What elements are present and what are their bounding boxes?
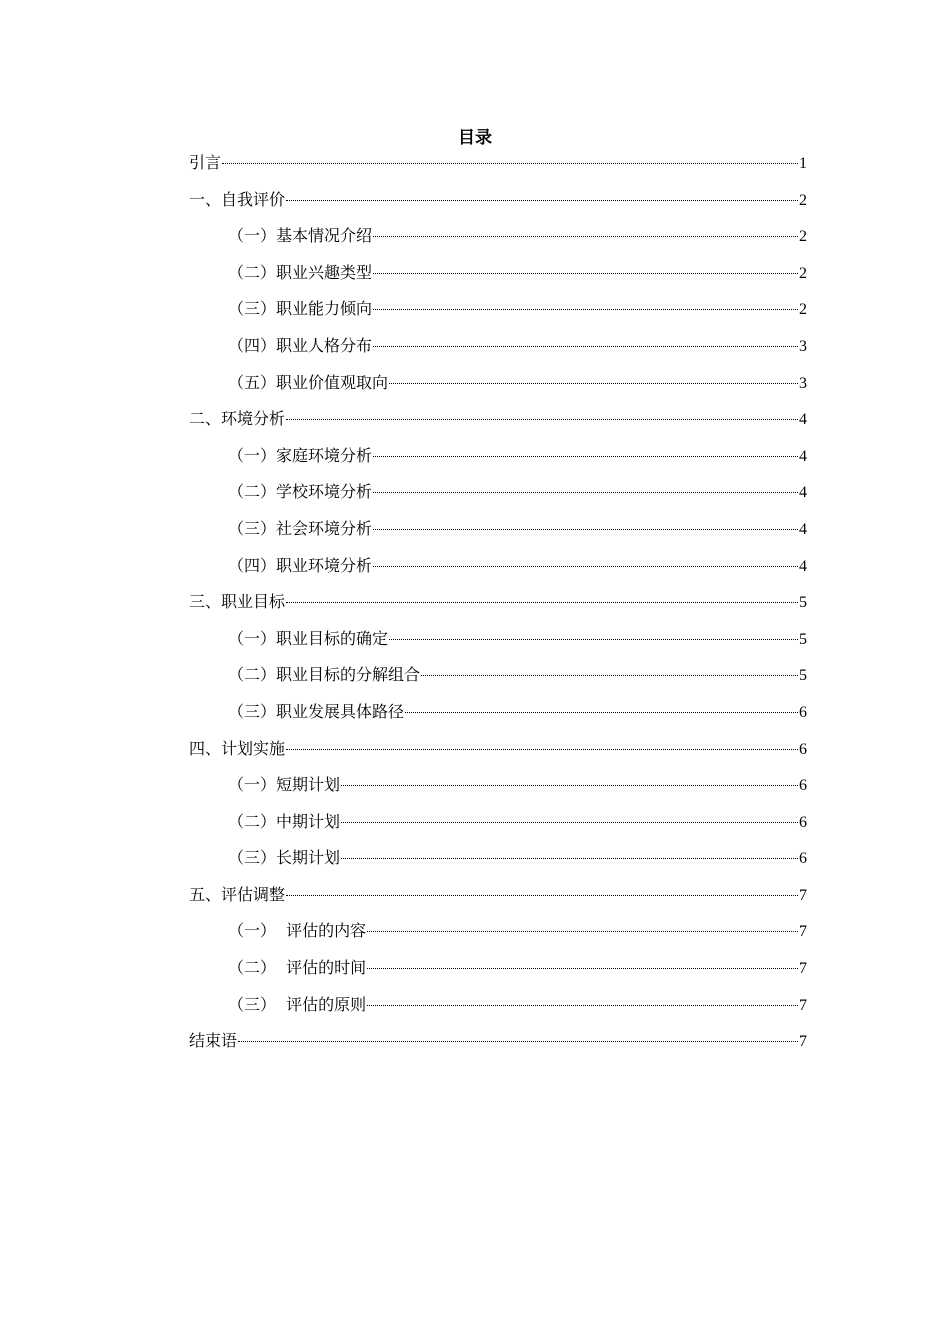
toc-dot-leader bbox=[367, 1005, 798, 1006]
toc-dot-leader bbox=[389, 383, 798, 384]
toc-entry[interactable] bbox=[189, 772, 807, 809]
toc-page-number: 4 bbox=[799, 520, 807, 538]
toc-entry-title: （三）职业能力倾向 bbox=[228, 299, 373, 319]
toc-dot-leader bbox=[421, 675, 798, 676]
toc-dot-leader bbox=[373, 492, 798, 493]
toc-entry-title: （一）短期计划 bbox=[228, 775, 341, 795]
toc-entry[interactable] bbox=[189, 918, 807, 955]
toc-entry[interactable] bbox=[189, 296, 807, 333]
toc-entry-title: （四）职业人格分布 bbox=[228, 335, 373, 355]
toc-dot-leader bbox=[389, 639, 798, 640]
toc-dot-leader bbox=[286, 419, 798, 420]
toc-entry-title: 五、评估调整 bbox=[189, 884, 286, 904]
toc-page-number: 6 bbox=[799, 703, 807, 721]
toc-page-number: 6 bbox=[799, 850, 807, 868]
toc-dot-leader bbox=[373, 456, 798, 457]
toc-dot-leader bbox=[286, 895, 798, 896]
toc-entry-title: （五）职业价值观取向 bbox=[228, 372, 389, 392]
toc-entry-title: （一） 评估的内容 bbox=[228, 921, 367, 941]
toc-entry[interactable] bbox=[189, 882, 807, 919]
toc-page-number: 2 bbox=[799, 301, 807, 319]
toc-page-number: 2 bbox=[799, 264, 807, 282]
toc-entry[interactable] bbox=[189, 553, 807, 590]
toc-dot-leader bbox=[238, 1041, 798, 1042]
toc-dot-leader bbox=[222, 163, 798, 164]
toc-dot-leader bbox=[341, 785, 798, 786]
toc-entry-title: 三、职业目标 bbox=[189, 592, 286, 612]
toc-page-number: 6 bbox=[799, 777, 807, 795]
toc-entry[interactable] bbox=[189, 516, 807, 553]
toc-page-number: 7 bbox=[799, 960, 807, 978]
toc-entry-title: 引言 bbox=[189, 153, 222, 172]
toc-page-number: 1 bbox=[799, 155, 807, 172]
toc-page-number: 5 bbox=[799, 667, 807, 685]
toc-entry-title: 二、环境分析 bbox=[189, 409, 286, 429]
toc-page-number: 4 bbox=[799, 484, 807, 502]
toc-entry[interactable] bbox=[189, 626, 807, 663]
toc-entry[interactable] bbox=[189, 736, 807, 773]
toc-entry-title: （二）职业目标的分解组合 bbox=[228, 665, 421, 685]
toc-page-number: 4 bbox=[799, 447, 807, 465]
toc-dot-leader bbox=[286, 602, 798, 603]
toc-entry-title: （二） 评估的时间 bbox=[228, 958, 367, 978]
toc-entry[interactable] bbox=[189, 223, 807, 260]
toc-dot-leader bbox=[373, 346, 798, 347]
toc-page-number: 7 bbox=[799, 996, 807, 1014]
toc-entry-title: （三）社会环境分析 bbox=[228, 518, 373, 538]
toc-entry[interactable] bbox=[189, 809, 807, 846]
toc-page-number: 6 bbox=[799, 813, 807, 831]
toc-dot-leader bbox=[405, 712, 798, 713]
toc-dot-leader bbox=[367, 931, 798, 932]
toc-entry-title: （一）基本情况介绍 bbox=[228, 226, 373, 246]
toc-entry-title: 四、计划实施 bbox=[189, 738, 286, 758]
toc-entry[interactable] bbox=[189, 699, 807, 736]
toc-title: 目录 bbox=[458, 128, 492, 148]
toc-page-number: 5 bbox=[799, 594, 807, 612]
toc-page-number: 7 bbox=[799, 886, 807, 904]
toc-entry[interactable] bbox=[189, 662, 807, 699]
toc-entry[interactable] bbox=[189, 443, 807, 480]
toc-dot-leader bbox=[341, 858, 798, 859]
toc-entry[interactable] bbox=[189, 479, 807, 516]
toc-dot-leader bbox=[373, 273, 798, 274]
toc-entry[interactable] bbox=[189, 845, 807, 882]
toc-dot-leader bbox=[341, 822, 798, 823]
toc-dot-leader bbox=[286, 200, 798, 201]
toc-entry[interactable] bbox=[189, 260, 807, 297]
toc-page-number: 5 bbox=[799, 630, 807, 648]
toc-dot-leader bbox=[373, 529, 798, 530]
toc-entry[interactable] bbox=[189, 333, 807, 370]
toc-entry[interactable] bbox=[189, 406, 807, 443]
toc-entry[interactable] bbox=[189, 1028, 807, 1065]
toc-entry-title: （二）中期计划 bbox=[228, 811, 341, 831]
toc-entry[interactable] bbox=[189, 187, 807, 224]
toc-page-number: 6 bbox=[799, 740, 807, 758]
toc-page-number: 4 bbox=[799, 411, 807, 429]
toc-page-number: 4 bbox=[799, 557, 807, 575]
toc-entry[interactable] bbox=[189, 370, 807, 407]
toc-entry-title: 一、自我评价 bbox=[189, 189, 286, 209]
toc-entry-title: （三）长期计划 bbox=[228, 848, 341, 868]
toc-page-number: 7 bbox=[799, 1033, 807, 1051]
toc-page-number: 3 bbox=[799, 374, 807, 392]
toc-entry-title: （二）学校环境分析 bbox=[228, 482, 373, 502]
toc-entry[interactable] bbox=[189, 955, 807, 992]
toc-page-number: 3 bbox=[799, 337, 807, 355]
toc-page-number: 2 bbox=[799, 191, 807, 209]
toc-dot-leader bbox=[373, 566, 798, 567]
toc-entry-title: （三）职业发展具体路径 bbox=[228, 701, 405, 721]
toc-entry-title: （二）职业兴趣类型 bbox=[228, 262, 373, 282]
toc-entry[interactable] bbox=[189, 992, 807, 1029]
toc-dot-leader bbox=[373, 309, 798, 310]
toc-entry-title: （三） 评估的原则 bbox=[228, 994, 367, 1014]
toc-dot-leader bbox=[373, 236, 798, 237]
toc-entry-title: （一）职业目标的确定 bbox=[228, 628, 389, 648]
table-of-contents bbox=[189, 150, 807, 1065]
toc-entry-title: 结束语 bbox=[189, 1031, 238, 1051]
toc-page-number: 7 bbox=[799, 923, 807, 941]
toc-entry-title: （一）家庭环境分析 bbox=[228, 445, 373, 465]
toc-page-number: 2 bbox=[799, 228, 807, 246]
toc-entry[interactable] bbox=[189, 150, 807, 187]
toc-dot-leader bbox=[286, 749, 798, 750]
toc-entry-title: （四）职业环境分析 bbox=[228, 555, 373, 575]
toc-dot-leader bbox=[367, 968, 798, 969]
toc-entry[interactable] bbox=[189, 589, 807, 626]
